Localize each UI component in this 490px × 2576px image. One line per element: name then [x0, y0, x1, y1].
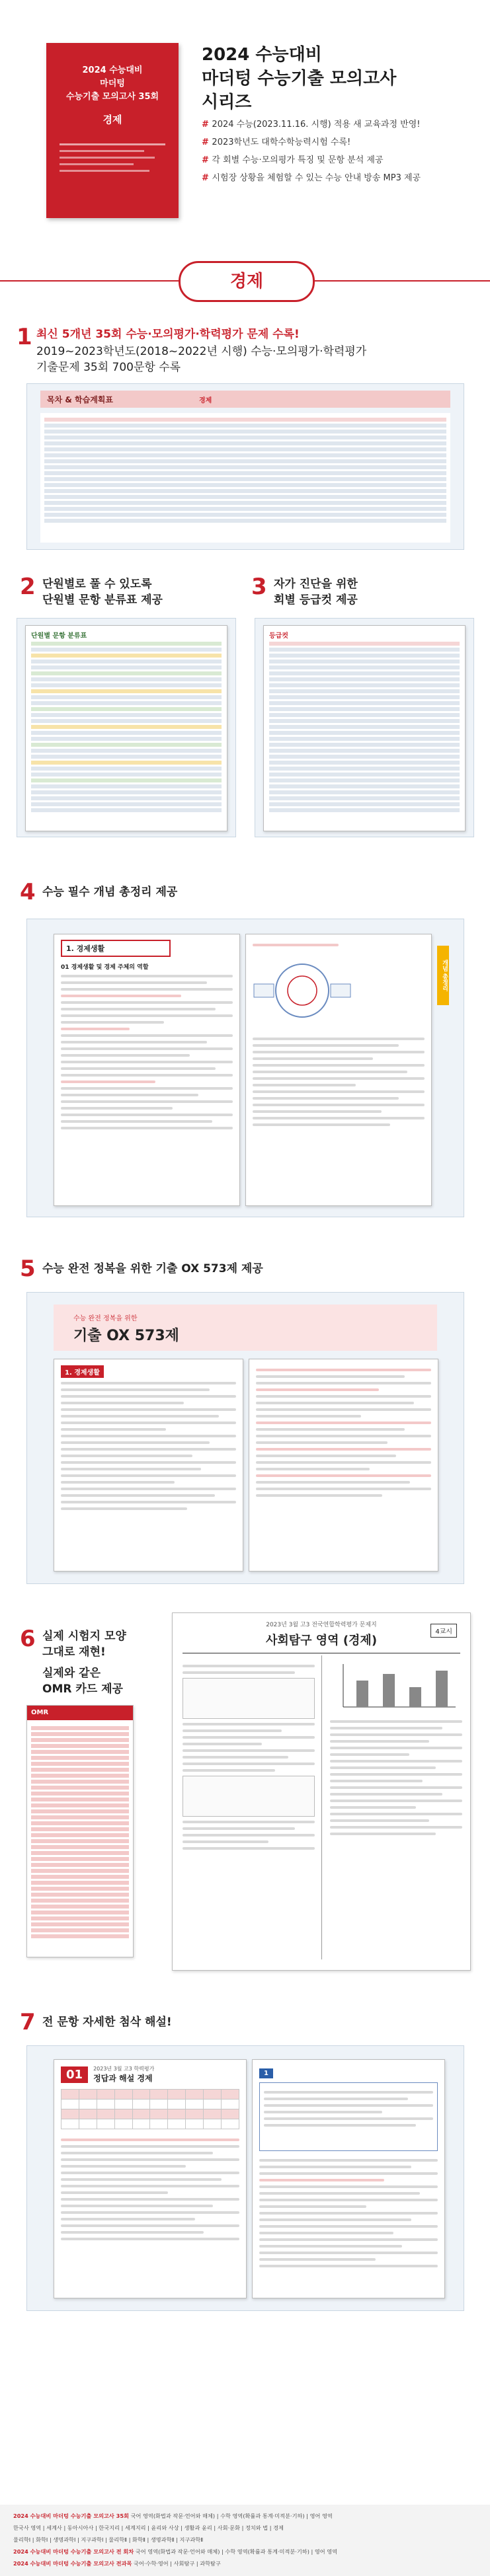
- section-title: 최신 5개년 35회 수능·모의평가·학력평가 문제 수록!: [36, 328, 300, 341]
- footer-row: [0, 2505, 490, 2522]
- footer-row: [0, 2557, 490, 2569]
- section-title-line1: 자가 진단을 위한: [274, 578, 358, 591]
- footer-text: 국어·수학·영어 | 사회탐구 | 과학탐구: [134, 2560, 221, 2567]
- concept-page-left: [54, 934, 240, 1206]
- footer-row: [0, 2522, 490, 2534]
- unit-table-panel: [17, 618, 236, 837]
- footer-row: [0, 2534, 490, 2546]
- section-number: 4: [20, 879, 36, 905]
- exam-bar-chart: [330, 1661, 462, 1714]
- unit-table-page: [25, 625, 227, 831]
- section-title-line1: 단원별로 풀 수 있도록: [42, 578, 152, 591]
- ox-page-right: [249, 1359, 438, 1572]
- ox-panel: [26, 1292, 464, 1584]
- ox-banner-small: 수능 완전 정복을 위한: [73, 1315, 138, 1322]
- section-title-line4: OMR 카드 제공: [42, 1683, 123, 1696]
- section-title-line2: 단원별 문항 분류표 제공: [42, 593, 163, 607]
- footer-text: 국어 영역(화법과 작문·언어와 매체) | 수학 영역(확률과 통계·미적분·기하) | 영어 영역: [130, 2513, 333, 2519]
- answer-panel: [26, 2045, 464, 2311]
- toc-subject: 경제: [199, 397, 212, 404]
- section-title-line3: 실제와 같은: [42, 1667, 101, 1680]
- footer-tag: 2024 수능대비 마더텅 수능기출 모의고사 35회: [13, 2513, 129, 2519]
- omr-card: [26, 1705, 134, 1957]
- book-cover-subject: 경제: [102, 114, 122, 126]
- section-number: 3: [251, 574, 267, 600]
- hero-bullet: # 2023학년도 대학수학능력시험 수록!: [202, 133, 479, 151]
- unit-table-label: 단원별 문항 분류표: [31, 632, 87, 640]
- answer-round: 01: [61, 2066, 88, 2083]
- circular-flow-diagram: [253, 954, 352, 1027]
- section-title-line1: 실제 시험지 모양: [42, 1630, 126, 1643]
- book-cover-line3: 수능기출 모의고사 35회: [65, 92, 159, 102]
- exam-period: 4교시: [430, 1624, 457, 1638]
- hero-title-line2: 마더텅 수능기출 모의고사: [202, 69, 397, 89]
- answer-round-title: 2023년 3월 고3 학력평가: [93, 2066, 155, 2072]
- ox-section-tag: 1. 경제생활: [61, 1365, 104, 1378]
- hero-title-line3: 시리즈: [202, 93, 252, 112]
- ox-banner: [54, 1305, 437, 1351]
- answer-page-left: [54, 2059, 247, 2298]
- section-number: 1: [17, 324, 32, 350]
- grade-cut-label: 등급컷: [269, 632, 288, 640]
- section-number: 5: [20, 1256, 36, 1282]
- toc-panel: [26, 383, 464, 550]
- exam-header: 2023년 3월 고3 전국연합학력평가 문제지: [266, 1622, 377, 1628]
- footer-row: [0, 2546, 490, 2557]
- footer-text: 국어 영역(화법과 작문·언어와 매체) | 수학 영역(확률과 통계·미적분·기하) | 영어 영역: [135, 2548, 338, 2555]
- footer-tag: 2024 수능대비 마더텅 수능기출 모의고사 전과목: [13, 2560, 132, 2567]
- section-number: 7: [20, 2009, 36, 2035]
- ox-banner-big: 기출 OX 573제: [73, 1328, 179, 1344]
- exam-title: 사회탐구 영역 (경제): [265, 1634, 378, 1648]
- book-cover: [46, 43, 179, 218]
- ox-page-left: [54, 1359, 243, 1572]
- grade-cut-page: [263, 625, 466, 831]
- hero-title-line1: 2024 수능대비: [202, 45, 322, 65]
- omr-label: OMR: [27, 1706, 133, 1720]
- answer-title: 정답과 해설 경제: [93, 2074, 153, 2083]
- toc-label: 목차 & 학습계획표: [47, 395, 113, 404]
- toc-header-bar: [40, 391, 450, 408]
- concept-page-right: [245, 934, 432, 1206]
- section-number: 2: [20, 574, 36, 600]
- section-title: 수능 완전 정복을 위한 기출 OX 573제 제공: [42, 1262, 263, 1275]
- hero-bullet-list: [202, 116, 479, 187]
- section-desc-line2: 기출문제 35회 700문항 수록: [36, 361, 181, 374]
- book-cover-line1: 2024 수능대비: [82, 65, 143, 75]
- section-desc-line1: 2019~2023학년도(2018~2022년 시행) 수능·모의평가·학력평가: [36, 345, 367, 358]
- hero-bullet: # 2024 수능(2023.11.16. 시행) 적용 새 교육과정 반영!: [202, 116, 479, 133]
- answer-grid: [61, 2089, 239, 2129]
- section-title: 수능 필수 개념 총정리 제공: [42, 886, 178, 899]
- footer-tag: 2024 수능대비 마더텅 수능기출 모의고사 전 회차: [13, 2548, 134, 2555]
- concept-page-title: 1. 경제생활: [61, 940, 171, 957]
- section-title: 전 문항 자세한 첨삭 해설!: [42, 2016, 172, 2029]
- hero-bullet: # 시험장 상황을 체험할 수 있는 수능 안내 방송 MP3 제공: [202, 169, 479, 187]
- hero-title: [202, 43, 479, 114]
- concept-side-tab: 개념 총정리: [437, 946, 449, 1005]
- subject-pill: 경제: [179, 261, 315, 302]
- toc-table-area: [40, 413, 450, 543]
- section-title-line2: 그대로 재현!: [42, 1646, 106, 1659]
- answer-page-right: [252, 2059, 445, 2298]
- answer-question-label: 1: [259, 2068, 273, 2078]
- concept-subhead: 01 경제생활 및 경제 주체의 역할: [61, 964, 149, 971]
- footer-text: 한국사 영역 | 세계사 | 동아시아사 | 한국지리 | 세계지리 | 윤리와 사상 | 생활과 윤리 | 사회·문화 | 정치와 법 | 경제: [13, 2524, 284, 2531]
- hero-bullet: # 각 회별 수능·모의평가 특징 및 문항 분석 제공: [202, 151, 479, 169]
- book-cover-line2: 마더텅: [100, 79, 125, 89]
- grade-cut-panel: [255, 618, 474, 837]
- exam-paper: [172, 1612, 471, 1971]
- footer-text: 물리학Ⅰ | 화학Ⅰ | 생명과학Ⅰ | 지구과학Ⅰ | 물리학Ⅱ | 화학Ⅱ | 생명과학Ⅱ | 지구과학Ⅱ: [13, 2536, 204, 2543]
- concept-panel: [26, 919, 464, 1217]
- section-title-line2: 회별 등급컷 제공: [274, 593, 358, 607]
- section-number: 6: [20, 1626, 36, 1652]
- footer: [0, 2505, 490, 2576]
- hero-section: [0, 0, 490, 251]
